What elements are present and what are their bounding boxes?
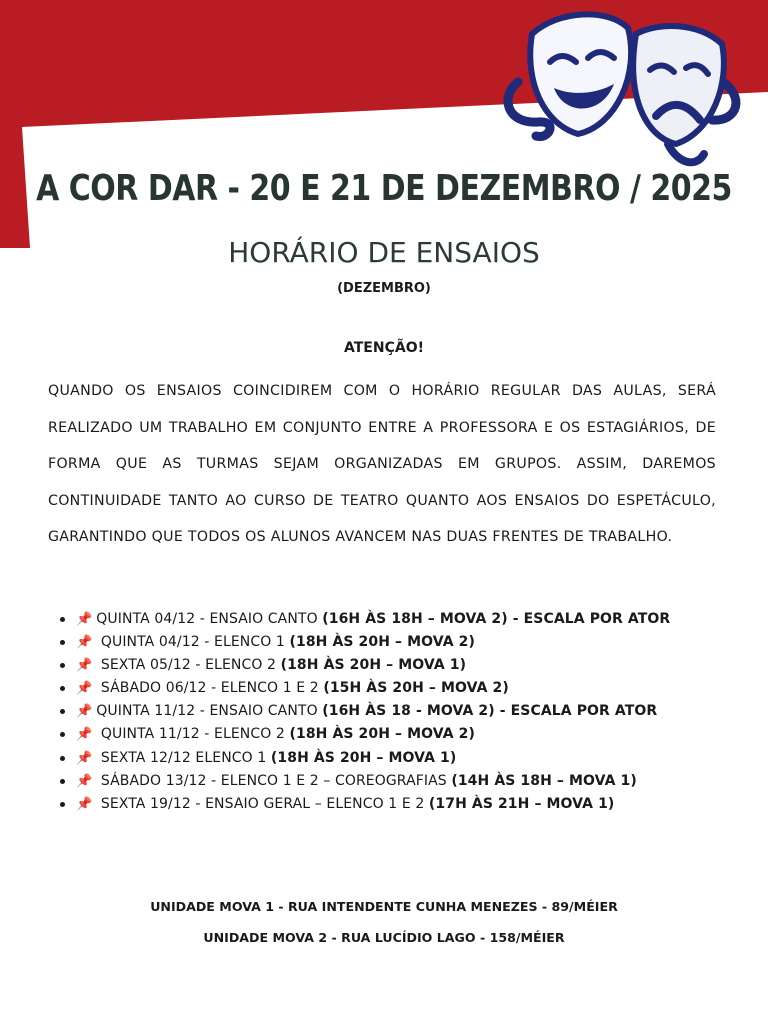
- schedule-item-desc: QUINTA 11/12 - ENSAIO CANTO: [96, 703, 323, 720]
- schedule-item-time: (17H ÀS 21H – MOVA 1): [428, 795, 615, 812]
- schedule-item: [58, 770, 758, 793]
- month-label: (DEZEMBRO): [337, 281, 431, 296]
- attention-heading: ATENÇÃO!: [344, 340, 424, 356]
- notice-paragraph: QUANDO OS ENSAIOS COINCIDIREM COM O HORÁRIO REGULAR DAS AULAS, SERÁ REALIZADO UM TRABALHO EM CONJUNTO ENTRE A PROFESSORA E OS ESTAGIÁRIOS, DE FORMA QUE AS TURMAS SEJAM ORGANIZADAS EM GRUPOS. ASSIM, DAREMOS CONTINUIDADE TANTO AO CURSO DE TEATRO QUANTO AOS ENSAIOS DO ESPETÁCULO, GARANTINDO QUE TODOS OS ALUNOS AVANCEM NAS DUAS FRENTES DE TRABALHO.: [48, 383, 716, 546]
- section-subtitle: HORÁRIO DE ENSAIOS: [228, 236, 540, 269]
- pushpin-icon: 📌: [76, 773, 93, 789]
- schedule-item-desc: QUINTA 11/12 - ELENCO 2: [96, 726, 290, 743]
- schedule-item-time: (18H ÀS 20H – MOVA 2): [289, 634, 475, 651]
- pushpin-icon: 📌: [76, 704, 93, 720]
- theater-masks-icon: [498, 4, 748, 176]
- schedule-item-time: (18H ÀS 20H – MOVA 1): [270, 749, 457, 766]
- pushpin-icon: 📌: [76, 612, 93, 627]
- schedule-item: [58, 654, 758, 677]
- schedule-item-time: (18H ÀS 20H – MOVA 2): [289, 726, 475, 743]
- schedule-item-desc: SEXTA 19/12 - ENSAIO GERAL – ELENCO 1 E 2: [96, 795, 429, 812]
- schedule-item-desc: SEXTA 12/12 ELENCO 1: [96, 749, 271, 766]
- schedule-item-desc: QUINTA 04/12 - ELENCO 1: [96, 634, 290, 651]
- pushpin-icon: 📌: [76, 658, 93, 674]
- schedule-item: [58, 608, 758, 631]
- schedule-item-time: (16H ÀS 18H – MOVA 2) - ESCALA POR ATOR: [322, 611, 671, 627]
- schedule-item: [58, 677, 758, 700]
- page-title: A COR DAR - 20 E 21 DE DEZEMBRO / 2025: [36, 168, 732, 210]
- schedule-item: [58, 723, 758, 746]
- pushpin-icon: 📌: [76, 727, 93, 743]
- pushpin-icon: 📌: [76, 681, 93, 697]
- schedule-item: [58, 793, 758, 816]
- schedule-item: [58, 631, 758, 654]
- pushpin-icon: 📌: [76, 796, 93, 812]
- footer-address-mova-1: UNIDADE MOVA 1 - RUA INTENDENTE CUNHA MENEZES - 89/MÉIER: [150, 899, 618, 914]
- schedule-item-desc: SÁBADO 13/12 - ELENCO 1 E 2 – COREOGRAFIAS: [96, 772, 452, 789]
- rehearsal-schedule-list: [58, 608, 758, 816]
- schedule-item-desc: SEXTA 05/12 - ELENCO 2: [96, 657, 281, 674]
- schedule-item-time: (15H ÀS 20H – MOVA 2): [323, 680, 509, 697]
- schedule-item-time: (16H ÀS 18 - MOVA 2) - ESCALA POR ATOR: [322, 703, 658, 720]
- schedule-item: [58, 700, 758, 723]
- schedule-item-time: (18H ÀS 20H – MOVA 1): [280, 657, 467, 674]
- pushpin-icon: 📌: [76, 635, 93, 651]
- schedule-item-desc: QUINTA 04/12 - ENSAIO CANTO: [96, 611, 323, 627]
- footer-address-mova-2: UNIDADE MOVA 2 - RUA LUCÍDIO LAGO - 158/MÉIER: [203, 930, 565, 945]
- schedule-item-desc: SÁBADO 06/12 - ELENCO 1 E 2: [96, 680, 324, 697]
- schedule-item: [58, 747, 758, 770]
- pushpin-icon: 📌: [76, 750, 93, 766]
- schedule-item-time: (14H ÀS 18H – MOVA 1): [451, 772, 637, 789]
